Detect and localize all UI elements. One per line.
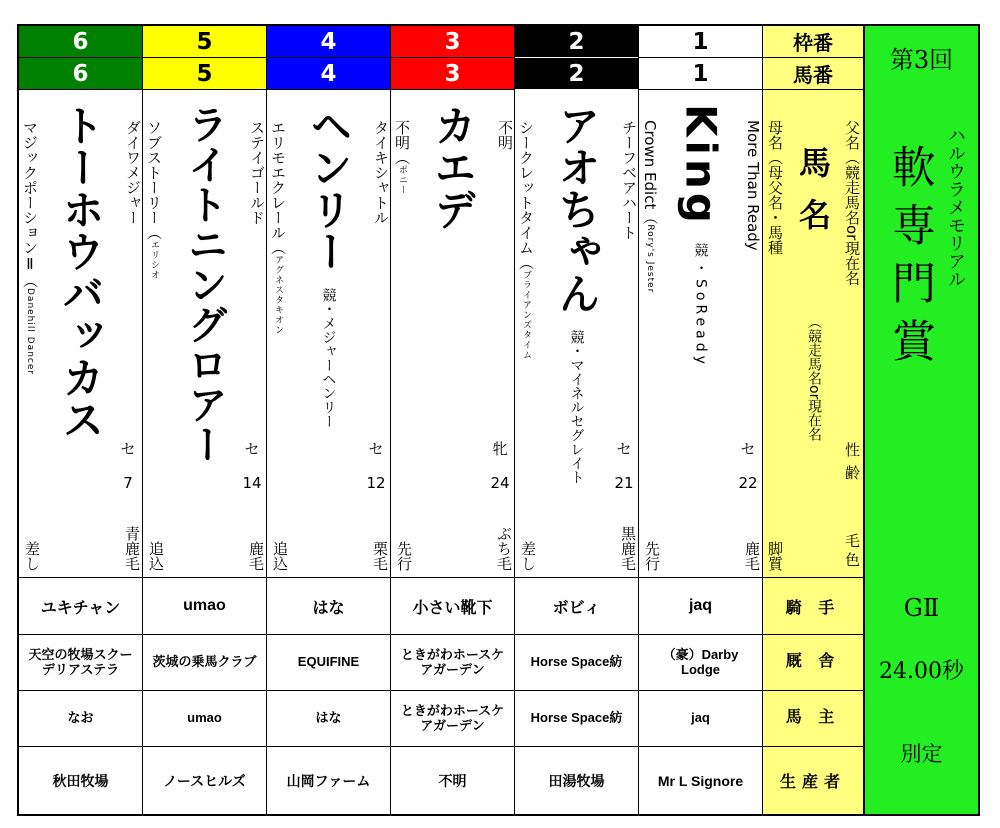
jockey-name: jaq <box>639 578 762 635</box>
coat-color: 黒鹿毛 <box>619 526 637 571</box>
race-weight-rule: 別定 <box>900 742 943 766</box>
entry-column <box>391 26 515 814</box>
owner-name: Horse Space紡 <box>515 691 638 747</box>
sexage-label: 性齢 <box>843 442 861 488</box>
horse-info <box>143 90 266 578</box>
coat-color: 栗毛 <box>371 541 389 571</box>
sire-name: チーフベアハート <box>620 120 638 240</box>
owner-name: umao <box>143 691 266 747</box>
race-memorial: ハルウラメモリアル <box>945 126 966 288</box>
dam-name: シークレットタイム（ブライアンズタイム <box>517 120 535 360</box>
running-style: 追込 <box>147 541 165 571</box>
entry-column <box>19 26 143 814</box>
race-time: 24.00秒 <box>879 659 964 684</box>
entry-column <box>267 26 391 814</box>
race-card <box>17 24 980 816</box>
owner-name: ときがわホースケアガーデン <box>391 691 514 747</box>
umaban-number: 4 <box>267 58 390 90</box>
horse-sub-label: （競走馬名or現在名 <box>806 315 822 442</box>
dam-name: Crown Edict（Rory's Jester <box>641 120 659 294</box>
sire-name: タイキシャトル <box>372 120 390 225</box>
horse-name: ヘンリー競・メジャーヘンリー <box>304 104 354 428</box>
umaban-number: 3 <box>391 58 514 90</box>
running-style: 差し <box>23 541 41 571</box>
waku-label: 枠番 <box>763 26 863 58</box>
coat-color: 青鹿毛 <box>123 526 141 571</box>
race-name-note: 競・メジャーヘンリー <box>320 288 337 428</box>
sex-age: セ 12 <box>366 440 386 492</box>
coat-color: 鹿毛 <box>743 541 761 571</box>
broodmare-sire: アグネスタキオン <box>273 255 283 335</box>
stable-name: ときがわホースケアガーデン <box>391 635 514 691</box>
entry-column <box>639 26 763 814</box>
jockey-name: はな <box>267 578 390 635</box>
sex-age: セ 22 <box>738 440 758 492</box>
race-name-note: 競・SoReady <box>692 242 709 368</box>
broodmare-sire: ブライアンズタイム <box>521 270 531 360</box>
breeder-name: 田湯牧場 <box>548 772 605 789</box>
horse-info <box>639 90 762 578</box>
owner-name: jaq <box>639 691 762 747</box>
umaban-number: 5 <box>143 58 266 90</box>
running-style: 先行 <box>643 541 661 571</box>
breeder-label: 生産者 <box>763 747 863 814</box>
running-style: 追込 <box>271 541 289 571</box>
waku-number: 3 <box>391 26 514 58</box>
broodmare-sire: エリシオ <box>149 240 159 280</box>
horse-name: ライトニングロアー <box>181 104 228 464</box>
breeder-name: 山岡ファーム <box>286 772 371 789</box>
horse-info <box>515 90 638 578</box>
breeder-name: 秋田牧場 <box>52 772 109 789</box>
stable-name: 茨城の乗馬クラブ <box>143 635 266 691</box>
jockey-name: 小さい靴下 <box>391 578 514 635</box>
owner-name: なお <box>19 691 142 747</box>
horse-name: トーホウバッカス <box>56 104 106 440</box>
horse-info <box>19 90 142 578</box>
dam-name: マジックポーションⅡ（Danehill Dancer <box>21 120 39 376</box>
label-column <box>763 26 865 814</box>
race-edition: 第3回 <box>889 46 954 74</box>
dam-name: 不明（ポニー <box>393 120 411 195</box>
race-grade: GⅡ <box>903 594 940 622</box>
broodmare-sire: ポニー <box>397 165 407 195</box>
horse-name: King競・SoReady <box>676 104 726 368</box>
jockey-name: umao <box>143 578 266 635</box>
dam-name: ソブストーリー（エリシオ <box>145 120 163 280</box>
coat-label: 毛色 <box>843 533 861 571</box>
sire-name: ダイワメジャー <box>124 120 142 225</box>
horse-info <box>267 90 390 578</box>
jockey-name: ユキチャン <box>19 578 142 635</box>
stable-name: Horse Space紡 <box>515 635 638 691</box>
owner-label: 馬 主 <box>763 691 863 747</box>
race-name-note: 競・マイネルセグレイト <box>568 330 585 484</box>
sex-age: 牝 24 <box>490 440 510 492</box>
coat-color: ぶち毛 <box>495 526 513 571</box>
umaban-number: 1 <box>639 58 762 90</box>
umaban-label: 馬番 <box>763 58 863 90</box>
stable-name: 天空の牧場スクーデリアステラ <box>19 635 142 691</box>
waku-number: 1 <box>639 26 762 58</box>
waku-number: 4 <box>267 26 390 58</box>
coat-color: 鹿毛 <box>247 541 265 571</box>
horse-info <box>391 90 514 578</box>
entry-column <box>515 26 639 814</box>
race-info-column <box>865 26 978 814</box>
entry-column <box>143 26 267 814</box>
umaban-number: 6 <box>19 58 142 90</box>
dam-name: エリモエクレール（アグネスタキオン <box>269 120 287 335</box>
sire-name: 不明 <box>496 120 514 150</box>
sex-age: セ 14 <box>242 440 262 492</box>
breeder-name: Mr L Signore <box>657 772 744 789</box>
stable-name: （豪）Darby Lodge <box>639 635 762 691</box>
broodmare-sire: Rory's Jester <box>645 224 655 294</box>
horse-name: アオちゃん競・マイネルセグレイト <box>552 104 602 484</box>
sex-age: セ 7 <box>120 440 136 492</box>
umaban-number: 2 <box>515 58 638 90</box>
breeder-name: ノースヒルズ <box>163 772 246 789</box>
breeder-name: 不明 <box>438 772 467 789</box>
jockey-name: ボビィ <box>515 578 638 635</box>
horse-label-box <box>763 90 863 578</box>
sire-name: More Than Ready <box>744 120 762 251</box>
jockey-label: 騎 手 <box>763 578 863 635</box>
sire-label: 父名（競走馬名or現在名 <box>843 120 861 286</box>
sex-age: セ 21 <box>614 440 634 492</box>
waku-number: 5 <box>143 26 266 58</box>
race-name: 軟専門賞 <box>884 144 935 376</box>
stable-name: EQUIFINE <box>267 635 390 691</box>
horse-name: カエデ <box>428 104 478 230</box>
broodmare-sire: Danehill Dancer <box>25 288 35 376</box>
owner-name: はな <box>267 691 390 747</box>
horse-label: 馬名 <box>794 146 832 230</box>
running-style: 先行 <box>395 541 413 571</box>
style-label: 脚質 <box>766 541 784 571</box>
stable-label: 厩 舎 <box>763 635 863 691</box>
dam-label: 母名（母父名・馬種 <box>766 120 784 255</box>
waku-number: 2 <box>515 26 638 58</box>
sire-name: ステイゴールド <box>248 120 266 225</box>
running-style: 差し <box>519 541 537 571</box>
waku-number: 6 <box>19 26 142 58</box>
